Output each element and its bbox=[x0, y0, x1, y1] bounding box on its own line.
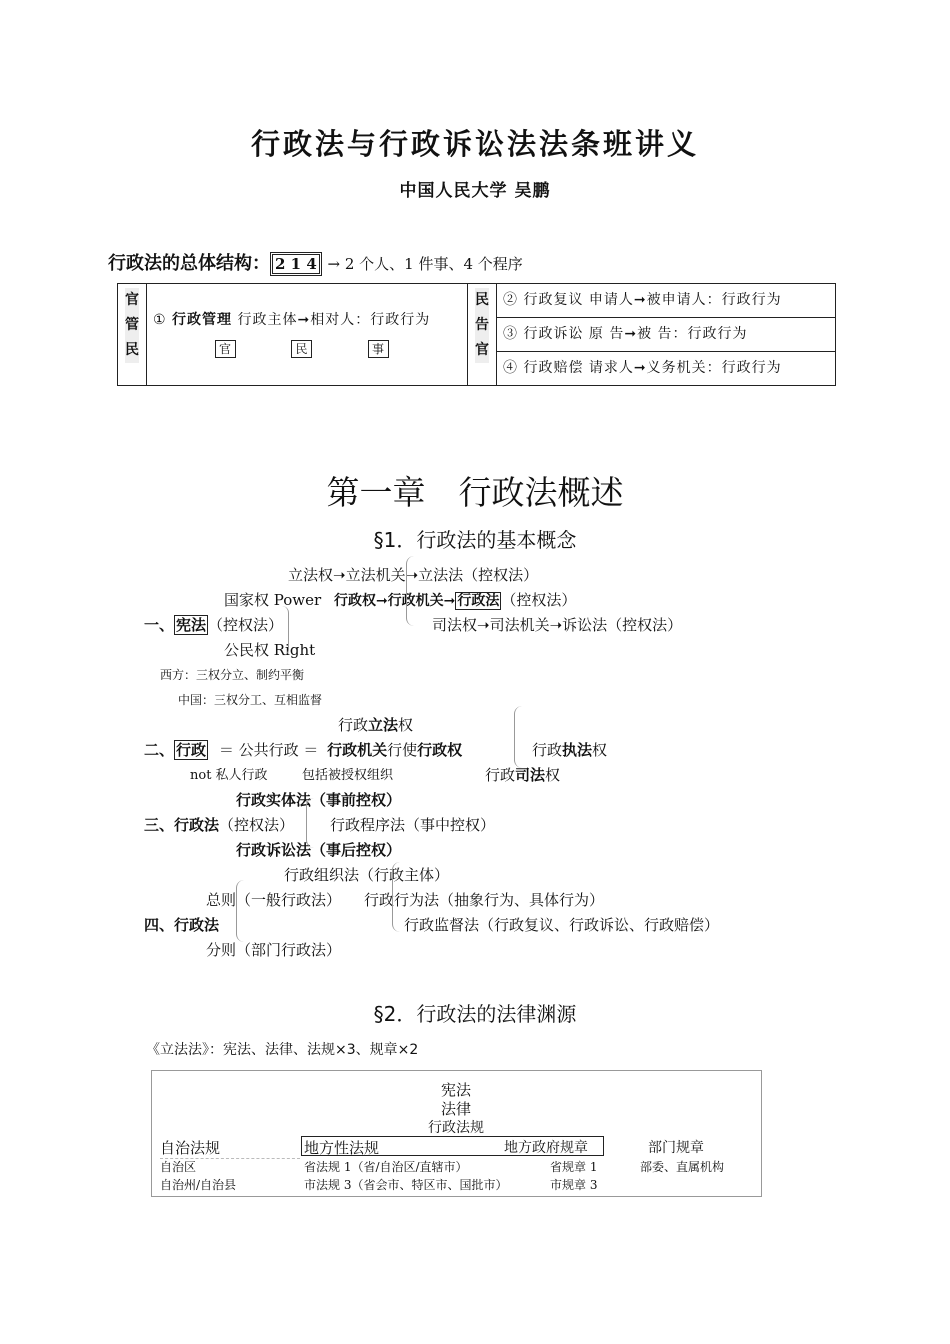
chapter-title: 第一章 行政法概述 bbox=[326, 473, 624, 512]
exec-a: 行政 bbox=[532, 741, 563, 759]
concept-1-line bbox=[144, 614, 283, 635]
jud-c: 权 bbox=[545, 766, 561, 784]
judicial-line: 司法权➝司法机关➝诉讼法（控权法） bbox=[432, 616, 683, 634]
local-row-1: 省法规 1（省/自治区/直辖市） bbox=[304, 1160, 468, 1174]
procedure-row: ② 行政复议 申请人➞被申请人：行政行为 bbox=[497, 284, 836, 318]
specific-part: 分则（部门行政法） bbox=[206, 941, 342, 959]
admin-enforcement bbox=[532, 739, 607, 760]
concept-3-num: 三、行政法 bbox=[144, 816, 220, 834]
section-2-title: §2．行政法的法律渊源 bbox=[373, 1002, 577, 1026]
state-power: 国家权 Power bbox=[224, 591, 322, 609]
mini-box-guan: 官 bbox=[215, 340, 236, 358]
jud-b: 司法 bbox=[515, 766, 546, 784]
substantive-law: 行政实体法（事前控权） bbox=[236, 791, 402, 809]
local-gov-rules: 地方政府规章 bbox=[504, 1140, 588, 1156]
general-part: 总则（一般行政法） bbox=[206, 891, 342, 909]
not-private: not 私人行政 bbox=[190, 768, 268, 783]
public-admin-eq: ＝ 公共行政 ＝ bbox=[218, 741, 319, 759]
structure-label: 行政法的总体结构： bbox=[108, 253, 270, 274]
autonomy-regs: 自治法规 bbox=[160, 1137, 300, 1159]
concept-1-num: 一、 bbox=[144, 616, 175, 634]
litigation-law: 行政诉讼法（事后控权） bbox=[236, 841, 402, 859]
brace-state-power bbox=[406, 556, 415, 626]
brace-admin-power bbox=[514, 706, 523, 768]
concept-2-num: 二、 bbox=[144, 741, 175, 759]
behavior-law: 行政行为法（抽象行为、具体行为） bbox=[364, 891, 605, 909]
brace-constitution bbox=[282, 606, 289, 656]
document-title: 行政法与行政诉讼法法条班讲义 bbox=[250, 127, 699, 161]
right-vertical-cell bbox=[468, 284, 497, 386]
legis-a: 行政 bbox=[338, 716, 369, 734]
exercise-word: 行使 bbox=[387, 741, 418, 759]
admin-ctrl: （控权法） bbox=[501, 591, 577, 609]
autonomy-row-1: 自治区 bbox=[160, 1160, 197, 1174]
local-regs: 地方性法规 bbox=[304, 1139, 380, 1157]
admin-boxed: 行政 bbox=[176, 741, 207, 759]
jud-a: 行政 bbox=[485, 766, 516, 784]
admin-law-boxed: 行政法 bbox=[457, 593, 500, 609]
structure-desc: → 2 个人、1 件事、4 个程序 bbox=[327, 255, 523, 273]
hierarchy-admin-reg: 行政法规 bbox=[428, 1120, 484, 1136]
item1-strong: 行政管理 bbox=[172, 312, 233, 328]
concept-4-num: 四、行政法 bbox=[144, 916, 220, 934]
procedure-row: ③ 行政诉讼 原 告➞被 告：行政行为 bbox=[497, 318, 836, 352]
state-power-line bbox=[224, 589, 576, 610]
supervision-law: 行政监督法（行政复议、行政诉讼、行政赔偿） bbox=[404, 916, 720, 934]
section-1-title: §1．行政法的基本概念 bbox=[373, 528, 577, 552]
hierarchy-constitution: 宪法 bbox=[440, 1081, 471, 1099]
structure-table bbox=[117, 283, 836, 386]
dept-row-1: 部委、直属机构 bbox=[640, 1160, 725, 1174]
legis-c: 权 bbox=[398, 716, 414, 734]
mini-box-min: 民 bbox=[291, 340, 312, 358]
concept-2-line bbox=[144, 739, 462, 760]
admin-legislation bbox=[338, 714, 413, 735]
brace-general bbox=[392, 862, 401, 932]
procedural-law: 行政程序法（事中控权） bbox=[330, 816, 496, 834]
local-row-2: 市法规 3（省会市、特区市、国批市） bbox=[304, 1178, 508, 1192]
brace-concept-4 bbox=[236, 880, 245, 942]
author-line: 中国人民大学 吴鹏 bbox=[399, 181, 551, 201]
item1-text: 行政主体➞相对人：行政行为 bbox=[237, 312, 431, 328]
structure-heading bbox=[108, 249, 523, 275]
citizen-power: 公民权 Right bbox=[224, 641, 316, 659]
concept-3-ctrl: （控权法） bbox=[219, 816, 295, 834]
china-note: 中国：三权分工、互相监督 bbox=[178, 693, 323, 707]
dept-rules: 部门规章 bbox=[648, 1140, 704, 1156]
admin-chain: 行政权➞行政机关➞ bbox=[333, 593, 456, 609]
constitution-boxed: 宪法 bbox=[176, 616, 207, 634]
admin-power: 行政权 bbox=[417, 741, 463, 759]
includes-authorized: 包括被授权组织 bbox=[302, 768, 394, 783]
legis-b: 立法 bbox=[368, 716, 399, 734]
rule-row-2: 市规章 3 bbox=[550, 1178, 598, 1192]
item1-num: ① bbox=[153, 312, 167, 328]
right-vertical-text: 民告官 bbox=[475, 288, 489, 363]
constitution-ctrl: （控权法） bbox=[208, 616, 284, 634]
left-vertical-text: 官管民 bbox=[125, 288, 139, 363]
structure-code: 2 1 4 bbox=[270, 252, 322, 276]
exec-c: 权 bbox=[592, 741, 608, 759]
west-note: 西方：三权分立、制约平衡 bbox=[160, 668, 305, 682]
org-law: 行政组织法（行政主体） bbox=[284, 866, 450, 884]
mini-box-shi: 事 bbox=[368, 340, 389, 358]
legislation-law-intro: 《立法法》：宪法、法律、法规×3、规章×2 bbox=[146, 1042, 419, 1058]
hierarchy-law: 法律 bbox=[440, 1100, 471, 1118]
rule-row-1: 省规章 1 bbox=[550, 1160, 598, 1174]
concept-3-line bbox=[144, 814, 294, 835]
procedure-row: ④ 行政赔偿 请求人➞义务机关：行政行为 bbox=[497, 352, 836, 386]
admin-management-cell bbox=[147, 284, 468, 386]
autonomy-row-2: 自治州/自治县 bbox=[160, 1178, 237, 1192]
left-vertical-cell bbox=[118, 284, 147, 386]
legislative-line: 立法权➝立法机关➝立法法（控权法） bbox=[288, 566, 539, 584]
admin-organ: 行政机关 bbox=[327, 741, 388, 759]
brace-concept-3 bbox=[306, 798, 315, 848]
exec-b: 执法 bbox=[562, 741, 593, 759]
